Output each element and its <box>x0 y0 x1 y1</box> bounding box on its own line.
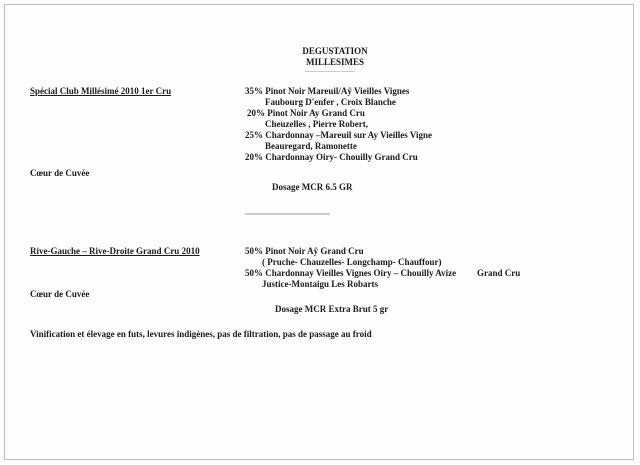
wine2-name: Rive-Gauche – Rive-Droite Grand Cru 2010 <box>30 246 200 256</box>
wine2-blend-suffix: Grand Cru <box>477 268 521 278</box>
wine2-dosage: Dosage MCR Extra Brut 5 gr <box>275 304 389 314</box>
wine1-blend-line: Faubourg D'enfer , Croix Blanche <box>265 97 396 107</box>
wine1-blend-line: 35% Pinot Noir Mareuil/Aÿ Vieilles Vignes <box>245 86 410 96</box>
section-divider <box>245 213 330 215</box>
wine1-blend-line: Beauregard, Ramonette <box>265 141 357 151</box>
wine1-blend-line: Cheuzelles , Pierre Robert, <box>265 119 369 129</box>
wine1-blend-line: 25% Chardonnay –Mareuil sur Ay Vieilles Vigne <box>245 130 433 140</box>
wine2-blend-line: 50% Chardonnay Vieilles Vignes Oiry – Chouilly Avize <box>245 268 457 278</box>
page-border <box>4 4 634 460</box>
wine1-blend-line: 20% Chardonnay Oiry- Chouilly Grand Cru <box>245 152 418 162</box>
wine2-blend-line: Justice-Montaigu Les Robarts <box>262 279 378 289</box>
title-line-1: DEGUSTATION <box>302 46 368 56</box>
footnote: Vinification et élevage en futs, levures indigènes, pas de filtration, pas de passage au froid <box>30 329 372 339</box>
title-divider <box>305 71 355 72</box>
wine1-cuvee: Cœur de Cuvée <box>30 168 90 178</box>
wine2-blend-line: 50% Pinot Noir Aÿ Grand Cru <box>245 246 364 256</box>
wine1-blend-line: 20% Pinot Noir Ay Grand Cru <box>247 108 365 118</box>
wine2-blend-line: ( Pruche- Chauzelles- Longchamp- Chauffour) <box>262 257 442 267</box>
wine2-cuvee: Cœur de Cuvée <box>30 289 90 299</box>
wine1-dosage: Dosage MCR 6.5 GR <box>272 182 353 192</box>
wine1-name: Spécial Club Millésimé 2010 1er Cru <box>30 86 172 96</box>
title-line-2: MILLESIMES <box>305 57 365 67</box>
